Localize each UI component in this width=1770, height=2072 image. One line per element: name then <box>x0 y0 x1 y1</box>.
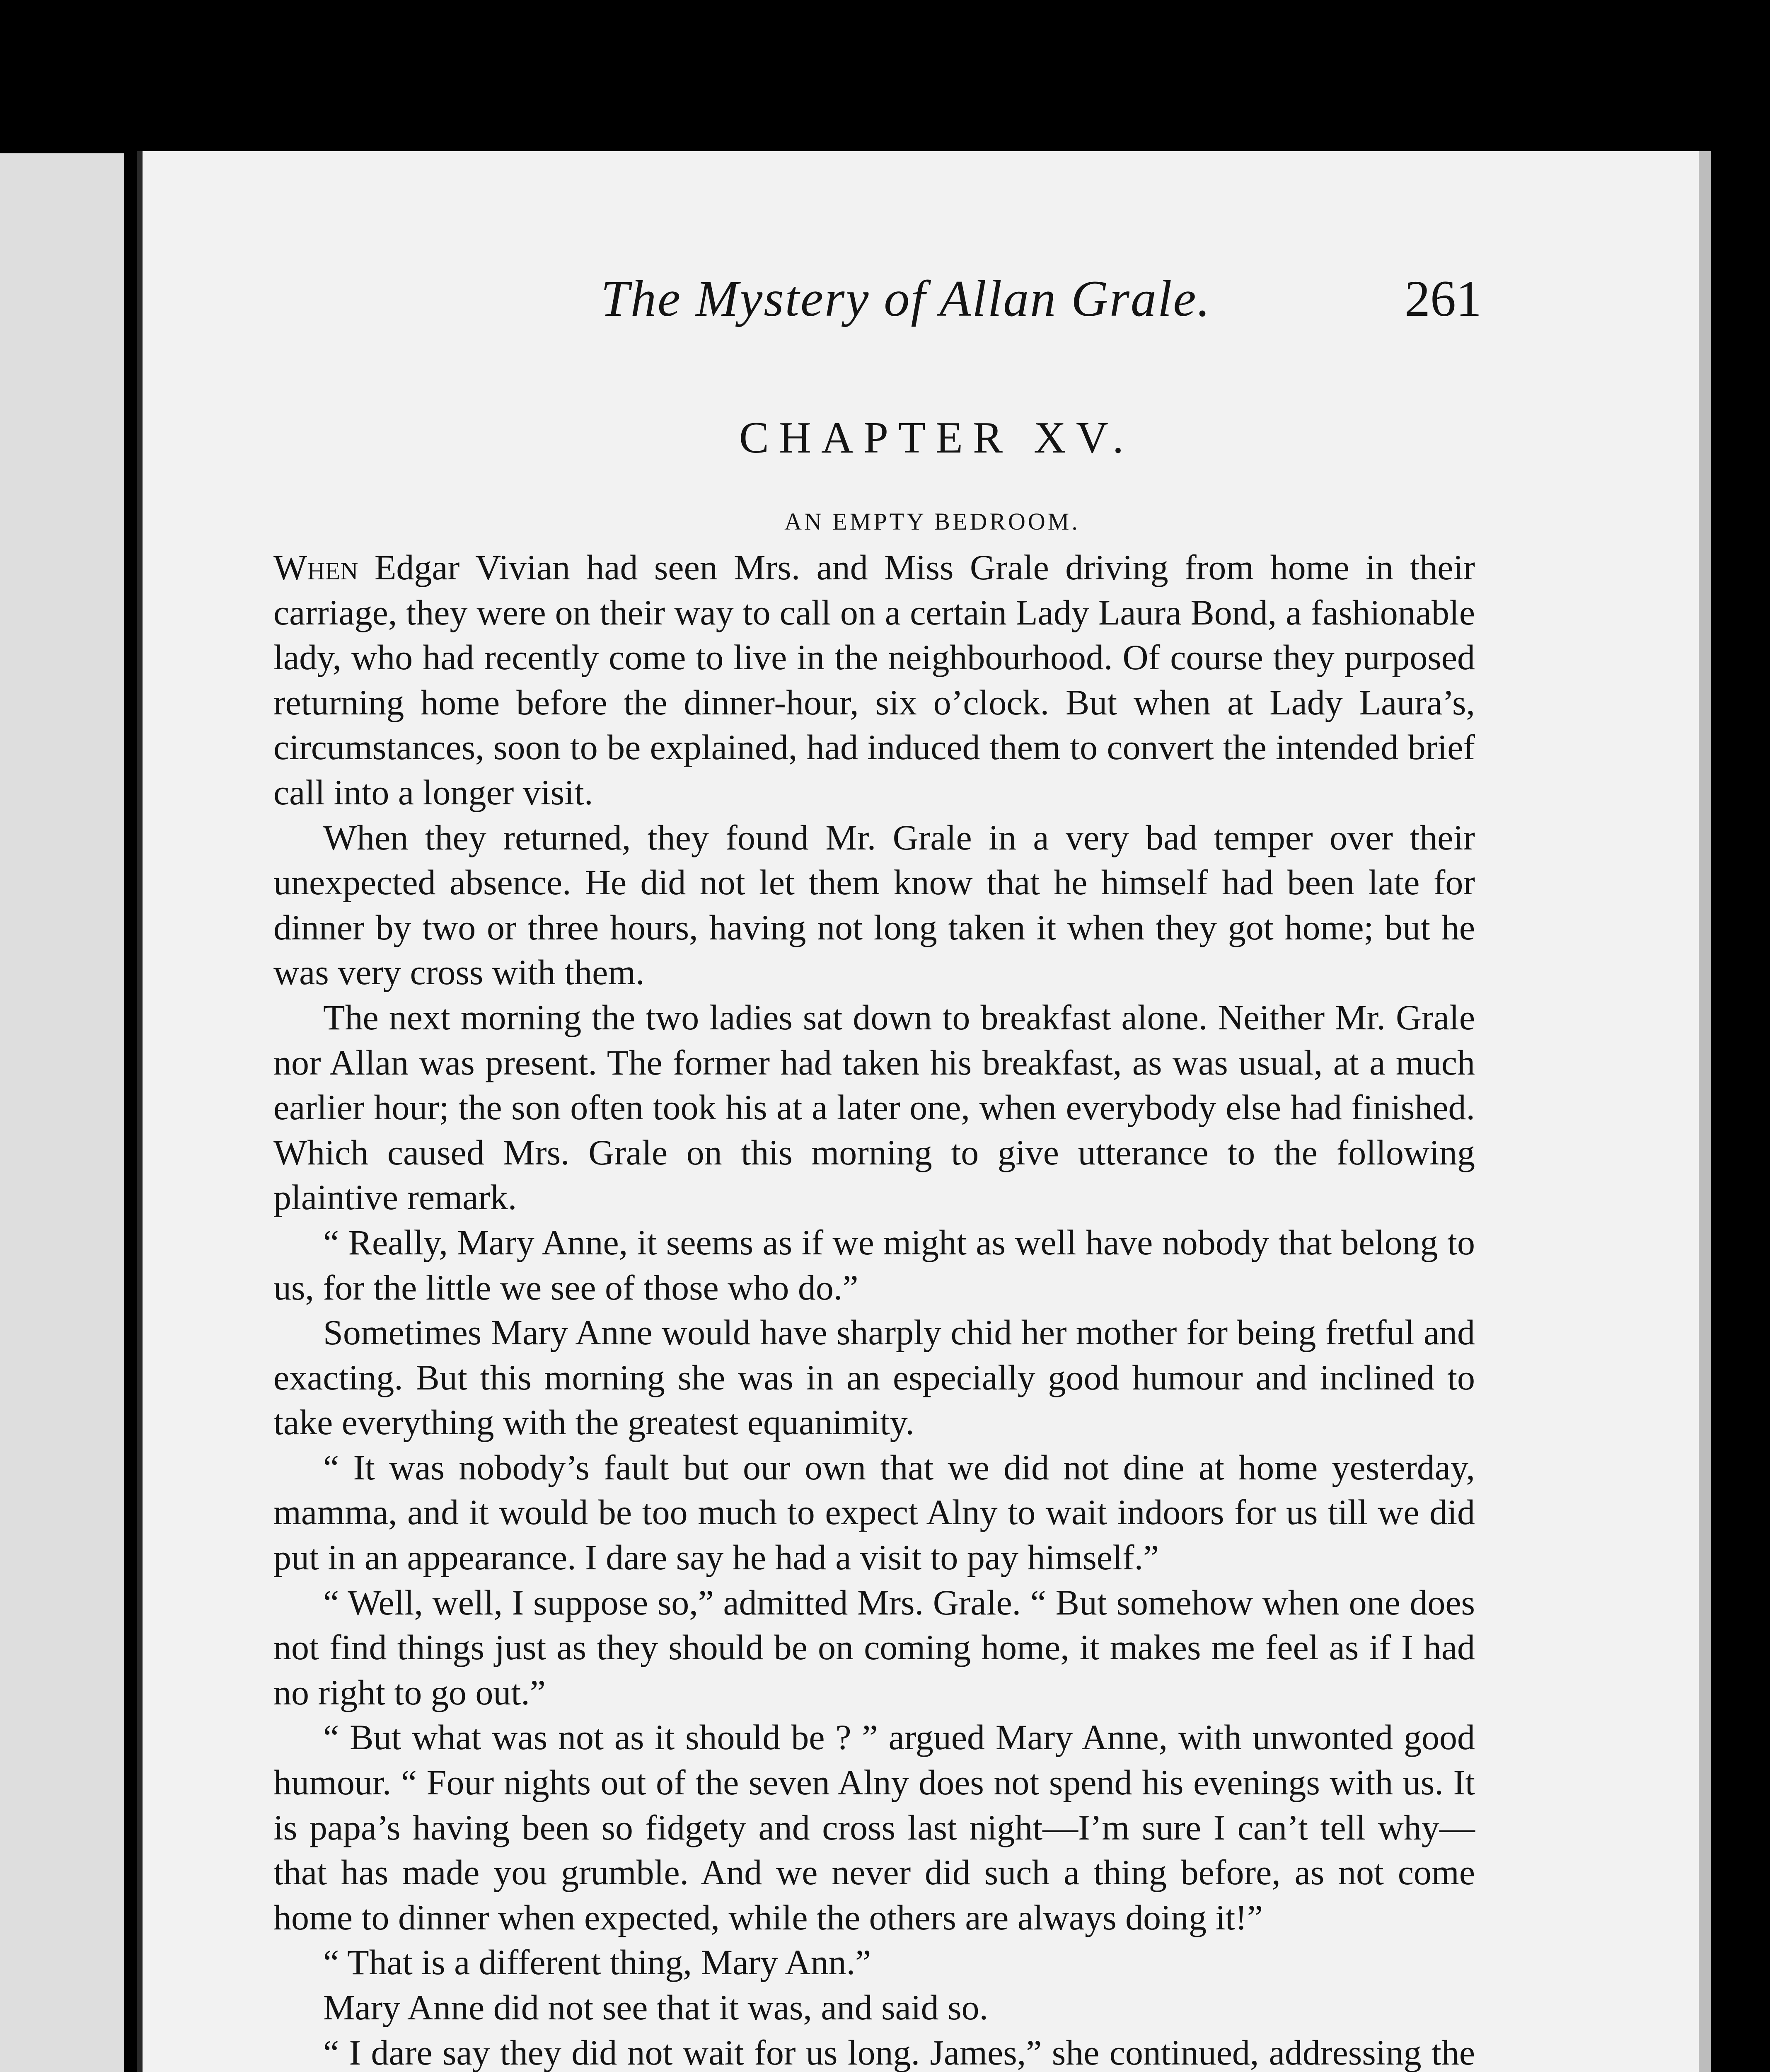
page-number: 261 <box>1405 270 1482 327</box>
paragraph: The next morning the two ladies sat down to breakfast alone. Neither Mr. Grale nor Allan was present. The former had taken his breakfast, as was usual, at a much earlier hour; the son often took his at a later one, when everybody else had finished. Which caused Mrs. Grale on this morning to give utterance to the following plaintive remark. <box>273 997 1475 1218</box>
paragraph: “ Really, Mary Anne, it seems as if we might as well have nobody that belong to us, for the little we see of those who do.” <box>273 1222 1475 1307</box>
body-text <box>273 545 1475 2072</box>
chapter-subtitle: AN EMPTY BEDROOM. <box>784 508 1080 535</box>
running-title: The Mystery of Allan Grale. <box>601 270 1211 327</box>
paragraph: Sometimes Mary Anne would have sharply chid her mother for being fretful and exacting. But this morning she was in an especially good humour and inclined to take everything with the greatest equanimity. <box>273 1312 1475 1443</box>
paragraph: “ Well, well, I suppose so,” admitted Mrs. Grale. “ But somehow when one does not find things just as they should be on coming home, it makes me feel as if I had no right to go out.” <box>273 1582 1475 1712</box>
chapter-heading: CHAPTER XV. <box>739 413 1134 462</box>
opening-word: When <box>273 547 358 587</box>
paragraph: Mary Anne did not see that it was, and said so. <box>323 1987 989 2027</box>
paragraph: “ I dare say they did not wait for us long. James,” she continued, addressing the <box>323 2032 1475 2072</box>
paragraph: “ That is a different thing, Mary Ann.” <box>323 1942 871 1982</box>
previous-page-edge <box>0 153 124 2072</box>
paragraph-text: Edgar Vivian had seen Mrs. and Miss Grale driving from home in their carriage, they were on their way to call on a certain Lady Laura Bond, a fashionable lady, who had recently come to live in the neighbourhood. Of course they purposed returning home before the dinner-hour, six o’clock. But when at Lady Laura’s, circumstances, soon to be explained, had induced them to convert the intended brief call into a longer visit. <box>273 547 1475 812</box>
running-head <box>137 269 1711 352</box>
paragraph <box>273 545 1475 815</box>
paragraph: “ It was nobody’s fault but our own that we did not dine at home yesterday, mamma, and it would be too much to expect Alny to wait indoors for us till we did put in an appearance. I dare say he had a visit to pay himself.” <box>273 1447 1475 1578</box>
paragraph: “ But what was not as it should be ? ” argued Mary Anne, with unwonted good humour. “ Four nights out of the seven Alny does not spend his evenings with us. It is papa’s having been so fidgety and cross last night—I’m sure I can’t tell why—that has made you grumble. And we never did such a thing before, as not come home to dinner when expected, while the others are always doing it!” <box>273 1717 1475 1937</box>
paragraph: When they returned, they found Mr. Grale in a very bad temper over their unexpected absence. He did not let them know that he himself had been late for dinner by two or three hours, having not long taken it when they got home; but he was very cross with them. <box>273 817 1475 992</box>
book-page <box>137 151 1711 2072</box>
